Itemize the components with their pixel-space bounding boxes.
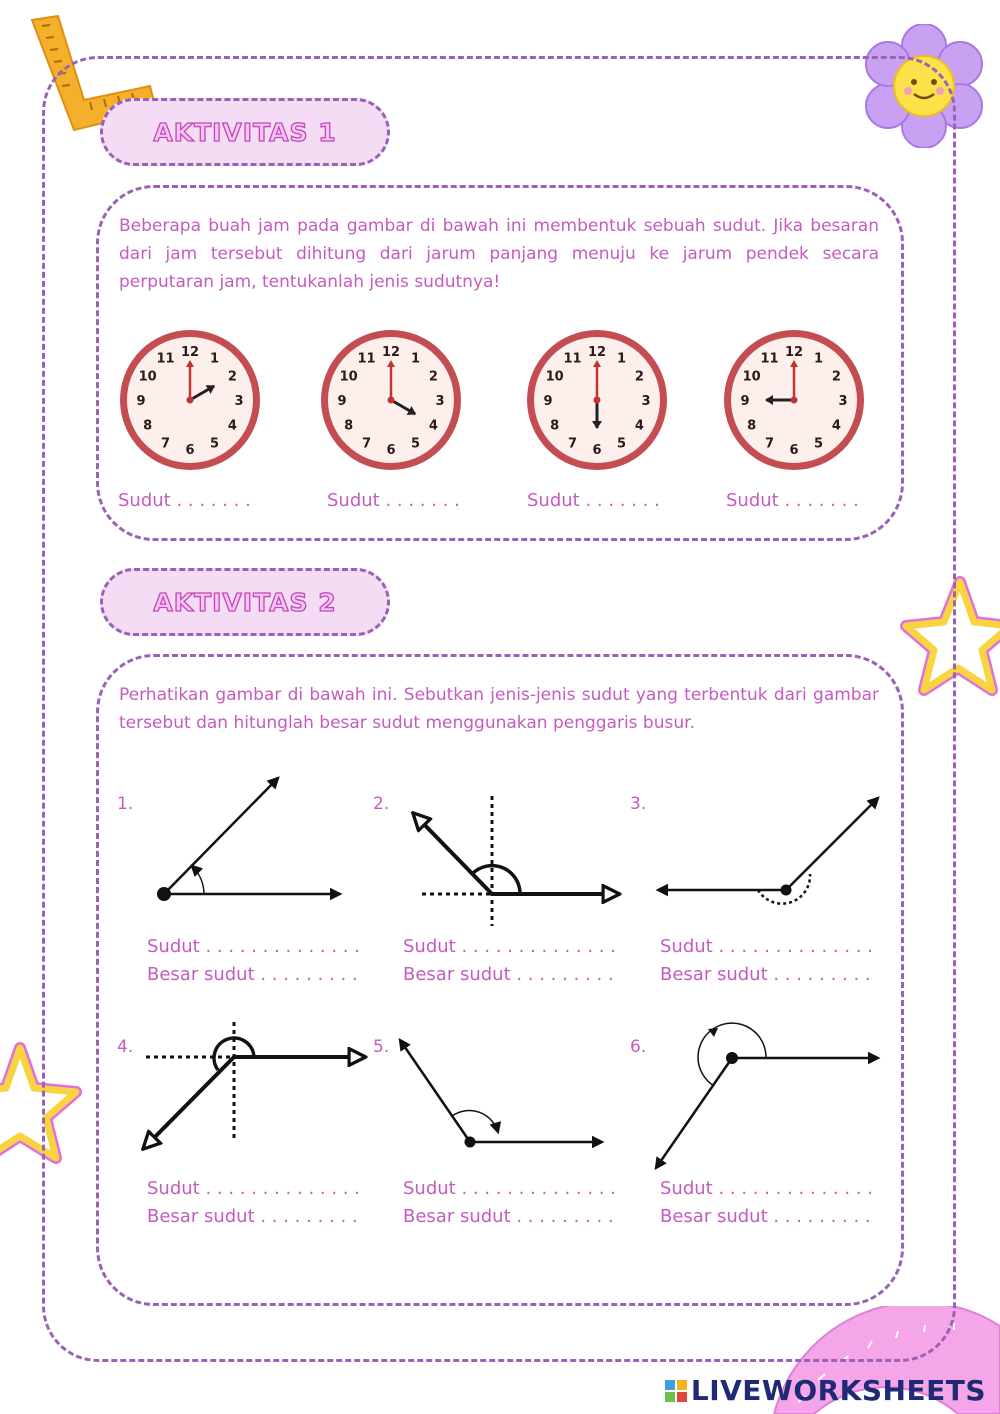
clock-number: 9: [740, 394, 750, 409]
answer-besar-2[interactable]: Besar sudut . . . . . . . . .: [403, 964, 614, 985]
clock-number: 5: [410, 436, 421, 452]
clock-number: 3: [838, 394, 848, 409]
item-number: 4.: [117, 1037, 134, 1057]
clock-number: 9: [136, 394, 146, 409]
clock-number: 1: [616, 351, 627, 367]
clock-number: 4: [227, 418, 237, 434]
clock-number: 6: [185, 443, 195, 458]
clock-number: 11: [760, 351, 779, 367]
brand-name: LIVEWORKSHEETS: [690, 1374, 986, 1407]
clock-number: 6: [592, 443, 602, 458]
clock-number: 8: [747, 418, 757, 434]
clock-number: 3: [234, 394, 244, 409]
answer-besar-4[interactable]: Besar sudut . . . . . . . . .: [147, 1206, 358, 1227]
clock-number: 12: [784, 345, 804, 360]
brand-logo[interactable]: [665, 1374, 986, 1407]
clock-number: 10: [545, 369, 564, 385]
clock-number: 8: [344, 418, 354, 434]
clock-number: 4: [634, 418, 644, 434]
clock-number: 10: [138, 369, 157, 385]
clock-number: 12: [587, 345, 607, 360]
item-number: 6.: [630, 1037, 647, 1057]
clock-answer-3[interactable]: Sudut . . . . . . .: [527, 490, 660, 511]
answer-sudut-1[interactable]: Sudut . . . . . . . . . . . . . .: [147, 936, 360, 957]
clock-answer-2[interactable]: Sudut . . . . . . .: [327, 490, 460, 511]
angle-figure-2: [414, 796, 618, 926]
angle-figure-1: [140, 768, 360, 918]
clock-number: 1: [410, 351, 421, 367]
clock-number: 11: [156, 351, 175, 367]
answer-besar-1[interactable]: Besar sudut . . . . . . . . .: [147, 964, 358, 985]
activity1-title: AKTIVITAS 1: [153, 117, 337, 147]
clock-number: 7: [764, 436, 775, 452]
clock-number: 10: [742, 369, 761, 385]
clock-number: 8: [550, 418, 560, 434]
clock-number: 1: [209, 351, 220, 367]
activity1-title-pill: [100, 98, 390, 166]
activity1-instruction: Beberapa buah jam pada gambar di bawah ini membentuk sebuah sudut. Jika besaran dari jam tersebut dihitung dari jarum panjang menuju ke jarum pendek secara perputaran jam, tentukanlah jenis sudutnya!: [119, 216, 879, 292]
clock-1: [115, 325, 265, 475]
clock-number: 9: [543, 394, 553, 409]
clock-number: 2: [428, 369, 438, 385]
angle-figure-6: [656, 1023, 878, 1168]
item-number: 3.: [630, 794, 647, 814]
angle-figure-4: [144, 1022, 364, 1148]
clock-number: 3: [641, 394, 651, 409]
clock-number: 5: [813, 436, 824, 452]
angle-figure-5: [400, 1040, 602, 1148]
clock-number: 2: [831, 369, 841, 385]
angle-figure-3: [658, 798, 878, 904]
activity2-instruction: Perhatikan gambar di bawah ini. Sebutkan jenis-jenis sudut yang terbentuk dari gambar tersebut dan hitunglah besar sudut menggunakan penggaris busur.: [119, 685, 879, 733]
item-number: 1.: [117, 794, 134, 814]
liveworksheets-logo-icon: [665, 1380, 687, 1402]
item-number: 2.: [373, 794, 390, 814]
clock-number: 7: [361, 436, 372, 452]
clock-number: 5: [616, 436, 627, 452]
answer-besar-3[interactable]: Besar sudut . . . . . . . . .: [660, 964, 871, 985]
answer-besar-6[interactable]: Besar sudut . . . . . . . . .: [660, 1206, 871, 1227]
clock-number: 12: [381, 345, 401, 360]
clock-number: 11: [357, 351, 376, 367]
clock-number: 6: [789, 443, 799, 458]
clock-number: 12: [180, 345, 200, 360]
clock-number: 5: [209, 436, 220, 452]
clock-number: 2: [227, 369, 237, 385]
clock-4: [719, 325, 869, 475]
clock-number: 10: [339, 369, 358, 385]
clock-answer-4[interactable]: Sudut . . . . . . .: [726, 490, 859, 511]
clock-3: [522, 325, 672, 475]
clock-number: 7: [160, 436, 171, 452]
clock-number: 4: [428, 418, 438, 434]
answer-sudut-6[interactable]: Sudut . . . . . . . . . . . . . .: [660, 1178, 873, 1199]
clock-number: 7: [567, 436, 578, 452]
answer-besar-5[interactable]: Besar sudut . . . . . . . . .: [403, 1206, 614, 1227]
answer-sudut-2[interactable]: Sudut . . . . . . . . . . . . . .: [403, 936, 616, 957]
answer-sudut-3[interactable]: Sudut . . . . . . . . . . . . . .: [660, 936, 873, 957]
clock-number: 11: [563, 351, 582, 367]
clock-number: 1: [813, 351, 824, 367]
activity2-title-pill: [100, 568, 390, 636]
answer-sudut-5[interactable]: Sudut . . . . . . . . . . . . . .: [403, 1178, 616, 1199]
clock-answer-1[interactable]: Sudut . . . . . . .: [118, 490, 251, 511]
item-number: 5.: [373, 1037, 390, 1057]
clock-number: 2: [634, 369, 644, 385]
answer-sudut-4[interactable]: Sudut . . . . . . . . . . . . . .: [147, 1178, 360, 1199]
clock-number: 4: [831, 418, 841, 434]
clock-number: 8: [143, 418, 153, 434]
clock-2: [316, 325, 466, 475]
clock-number: 6: [386, 443, 396, 458]
activity2-title: AKTIVITAS 2: [153, 587, 337, 617]
clock-number: 3: [435, 394, 445, 409]
clock-number: 9: [337, 394, 347, 409]
